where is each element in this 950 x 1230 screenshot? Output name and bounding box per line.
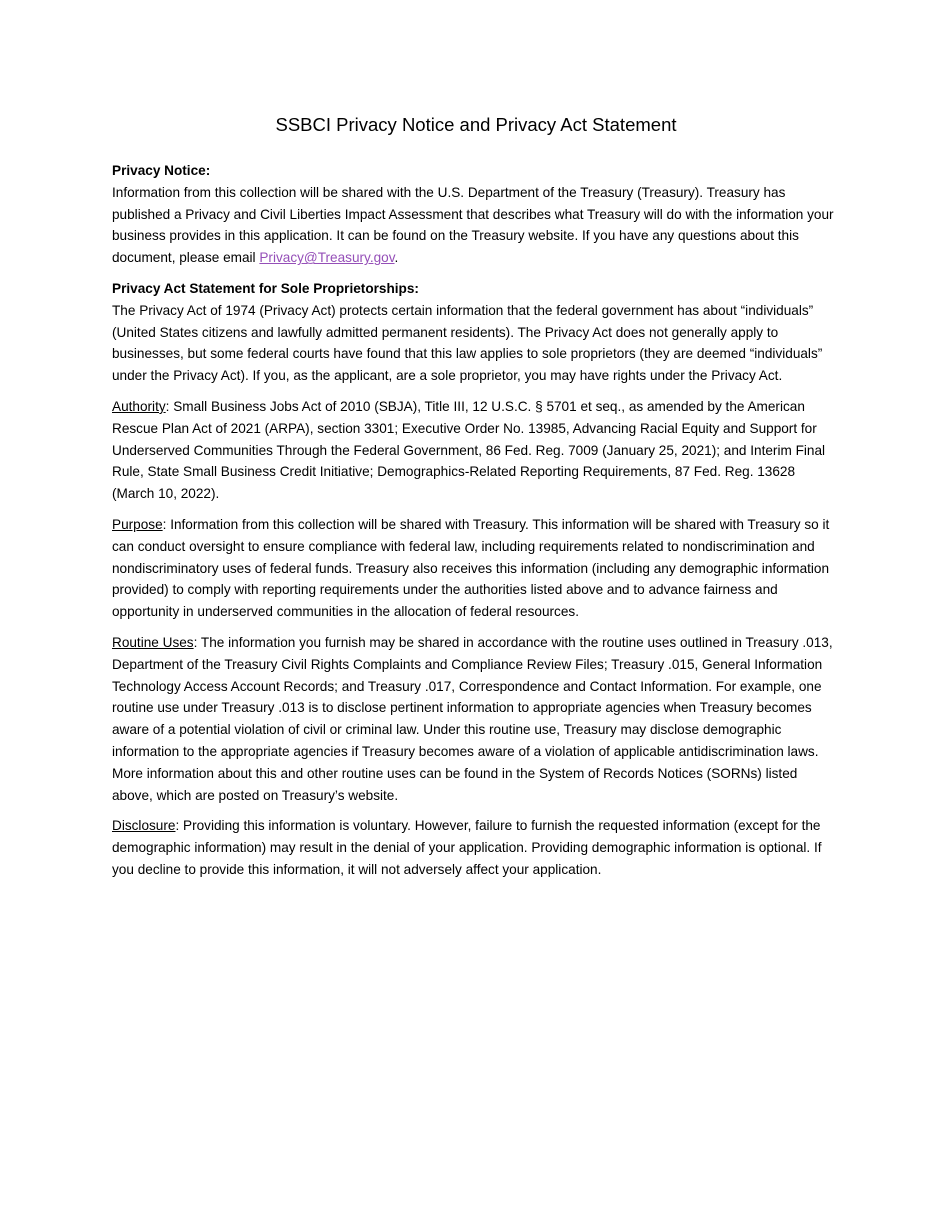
document-title: SSBCI Privacy Notice and Privacy Act Statement [275,114,677,135]
disclosure-section [112,815,840,880]
purpose-text: : Information from this collection will be shared with Treasury. This information will be shared with Treasury so it can conduct oversight to ensure compliance with federal law, including requirements related to nondiscrimination and nondiscriminatory uses of federal funds. Treasury also receives this information (including any demographic information provided) to comply with reporting requirements under the authorities listed above and to advance fairness and opportunity in underserved communities in the allocation of federal resources. [112,516,830,620]
authority-label: Authority [112,398,166,414]
disclosure-label: Disclosure [112,818,176,834]
routine-uses-text: : The information you furnish may be shared in accordance with the routine uses outlined in Treasury .013, Department of the Treasury Civil Rights Complaints and Compliance Review Files; Treasury .015, General Information Technology Access Account Records; and Treasury .017, Correspondence and Contact Information. For example, one routine use under Treasury .013 is to disclose pertinent information to appropriate agencies when Treasury becomes aware of a potential violation of civil or criminal law. Under this routine use, Treasury may disclose demographic information to the appropriate agencies if Treasury becomes aware of a violation of applicable antidiscrimination laws. More information about this and other routine uses can be found in the System of Records Notices (SORNs) listed above, which are posted on Treasury’s website. [112,634,833,803]
purpose-section [112,514,840,623]
privacy-email-link[interactable]: Privacy@Treasury.gov [259,250,395,266]
privacy-act-section [112,278,840,387]
privacy-notice-text: Information from this collection will be shared with the U.S. Department of the Treasury (Treasury). Treasury has published a Privacy and Civil Liberties Impact Assessment that describes what Treasury will do with the information your business provides in this application. It can be found on the Treasury website. If you have any questions about this document, please email [112,184,834,266]
document-page [112,112,840,890]
privacy-notice-text-end: . [394,250,399,266]
authority-text: : Small Business Jobs Act of 2010 (SBJA), Title III, 12 U.S.C. § 5701 et seq., as amended by the American Rescue Plan Act of 2021 (ARPA), section 3301; Executive Order No. 13985, Advancing Racial Equity and Support for Underserved Communities Through the Federal Government, 86 Fed. Reg. 7009 (January 25, 2021); and Interim Final Rule, State Small Business Credit Initiative; Demographics-Related Reporting Requirements, 87 Fed. Reg. 13628 (March 10, 2022). [112,398,826,502]
privacy-notice-section [112,160,840,269]
purpose-label: Purpose [112,516,163,532]
routine-uses-label: Routine Uses [112,634,194,650]
disclosure-text: : Providing this information is voluntary. However, failure to furnish the requested information (except for the demographic information) may result in the denial of your application. Providing demographic information is optional. If you decline to provide this information, it will not adversely affect your application. [112,818,822,877]
privacy-act-text: The Privacy Act of 1974 (Privacy Act) protects certain information that the federal government has about “individuals” (United States citizens and lawfully admitted permanent residents). The Privacy Act does not generally apply to businesses, but some federal courts have found that this law applies to sole proprietors (they are deemed “individuals” under the Privacy Act). If you, as the applicant, are a sole proprietor, you may have rights under the Privacy Act. [112,302,823,384]
authority-section [112,396,840,505]
routine-uses-section [112,632,840,806]
privacy-act-heading: Privacy Act Statement for Sole Proprietorships: [112,280,419,296]
privacy-notice-heading: Privacy Notice: [112,163,211,178]
